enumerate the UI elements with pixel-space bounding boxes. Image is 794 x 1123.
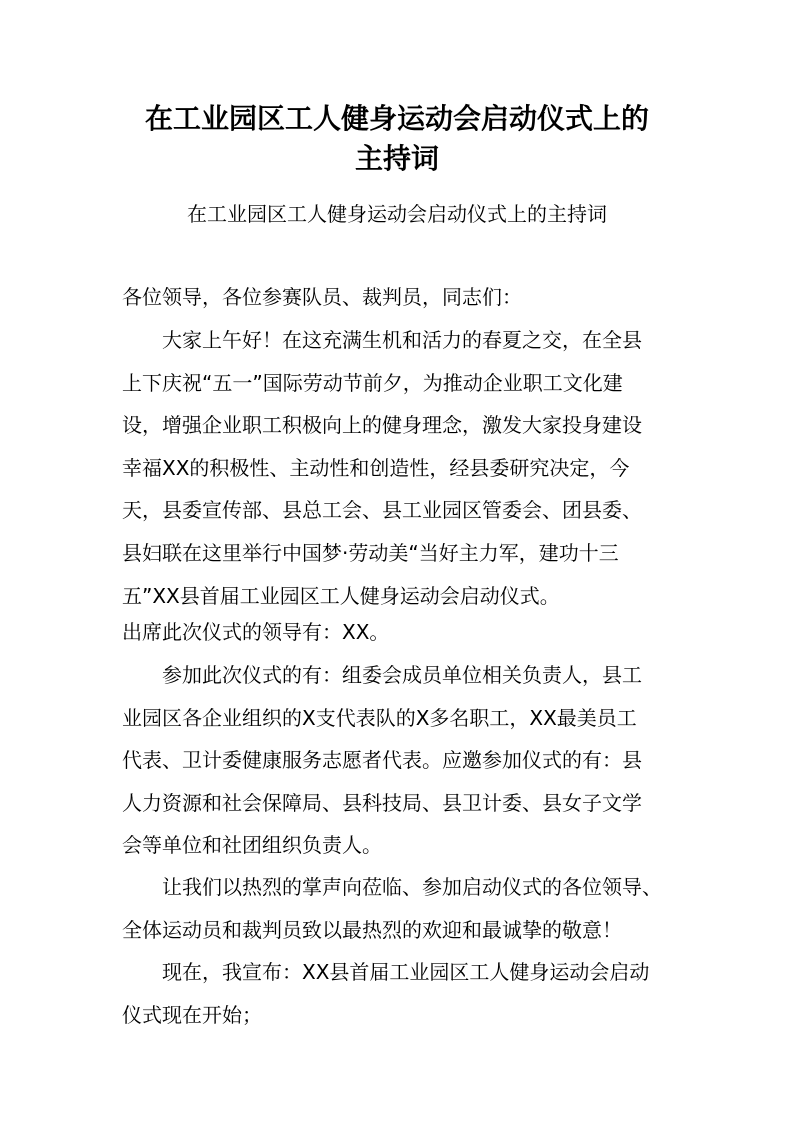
paragraph-line: 参加此次仪式的有：组委会成员单位相关负责人，县工 <box>162 663 642 687</box>
paragraph-line: 出席此次仪式的领导有：XX。 <box>122 620 390 644</box>
salutation: 各位领导，各位参赛队员、裁判员，同志们： <box>122 285 522 309</box>
paragraph-line: 县妇联在这里举行中国梦·劳动美“当好主力军，建功十三 <box>122 541 619 565</box>
paragraph-line: 上下庆祝“五一”国际劳动节前夕，为推动企业职工文化建 <box>122 371 623 395</box>
paragraph-line: 代表、卫计委健康服务志愿者代表。应邀参加仪式的有：县 <box>122 748 642 772</box>
paragraph-line: 业园区各企业组织的X支代表队的X多名职工，XX最美员工 <box>122 706 637 730</box>
paragraph-line: 全体运动员和裁判员致以最热烈的欢迎和最诚挚的敬意！ <box>122 918 622 942</box>
paragraph-line: 幸福XX的积极性、主动性和创造性，经县委研究决定，今 <box>122 456 630 480</box>
paragraph-line: 人力资源和社会保障局、县科技局、县卫计委、县女子文学 <box>122 791 642 815</box>
paragraph-line: 大家上午好！在这充满生机和活力的春夏之交，在全县 <box>162 328 642 352</box>
paragraph-line: 设，增强企业职工积极向上的健身理念，激发大家投身建设 <box>122 413 642 437</box>
paragraph-line: 仪式现在开始； <box>122 1003 262 1027</box>
paragraph-line: 天，县委宣传部、县总工会、县工业园区管委会、团县委、 <box>122 498 642 522</box>
document-subtitle: 在工业园区工人健身运动会启动仪式上的主持词 <box>187 202 607 226</box>
paragraph-line: 现在，我宣布：XX县首届工业园区工人健身运动会启动 <box>162 960 650 984</box>
document-title-line-2: 主持词 <box>354 142 439 175</box>
paragraph-line: 让我们以热烈的掌声向莅临、参加启动仪式的各位领导、 <box>162 875 662 899</box>
document-title-line-1: 在工业园区工人健身运动会启动仪式上的 <box>144 102 649 135</box>
paragraph-line: 五”XX县首届工业园区工人健身运动会启动仪式。 <box>122 584 560 608</box>
paragraph-line: 会等单位和社团组织负责人。 <box>122 833 382 857</box>
